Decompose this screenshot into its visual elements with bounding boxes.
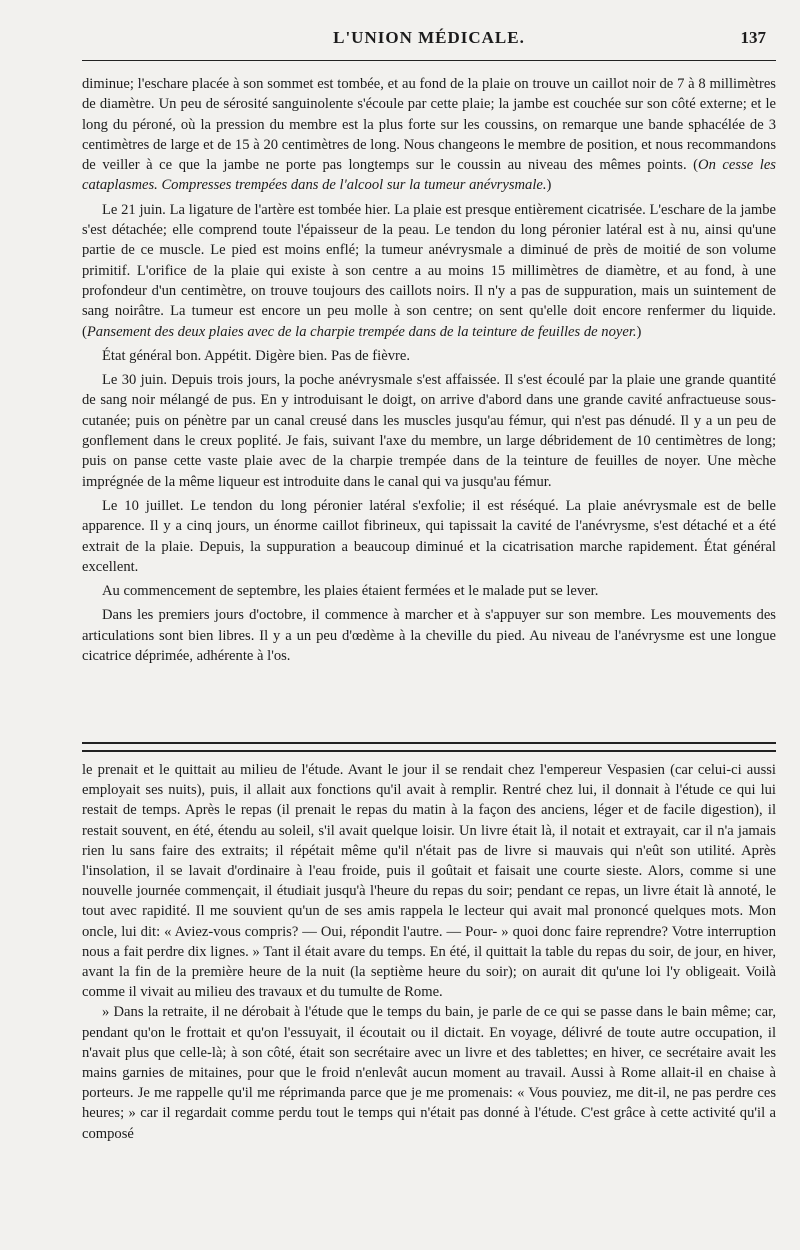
paragraph: » Dans la retraite, il ne dérobait à l'étude que le temps du bain, je parle de ce qui se passe dans le bain même; car, pendant qu'on le frottait et qu'on l'essuyait, il écoutait ou il dictait. En voyage, délivré de toute autre occupation, il n'avait plus que celle-là; à son côté, était son secrétaire avec un livre et des tablettes; en hiver, ce secrétaire avait les mains garnies de mitaines, pour que le froid n'enlevât aucun moment au travail. Aussi à Rome allait-il en chaise à porteurs. Je me rappelle qu'il me réprimanda parce que je me promenais: « Vous pouviez, me dit-il, ne pas perdre ces heures; » car il regardait comme perdu tout le temps qui n'était pas donné à l'étude. C'est grâce à cette activité qu'il a composé [82, 1004, 776, 1142]
paragraph: le prenait et le quittait au milieu de l'étude. Avant le jour il se rendait chez l'empereur Vespasien (car celui-ci aussi employait ses nuits), puis, il allait aux fonctions qu'il avait à remplir. Rentré chez lui, il donnait à l'étude ce qui lui restait de temps. Après le repas (il prenait le repas du matin à la façon des anciens, léger et de facile digestion), il restait souvent, en été, étendu au soleil, s'il avait quelque loisir. Un livre était là, il notait et extrayait, car il n'a jamais rien lu sans faire des extraits; il répétait même qu'il n'était pas de livre si mauvais qui n'eût son utilité. Après l'insolation, il se lavait d'ordinaire à l'eau froide, puis il goûtait et faisait une courte sieste. Alors, comme si une nouvelle journée commençait, il étudiait jusqu'à l'heure du repas du soir; pendant ce repas, un livre était là annoté, le tout avec rapidité. Il me souvient qu'un de ses amis rappela le lecteur qui avait mal prononcé quelques mots. Mon oncle, lui dit: « Aviez-vous compris? — Oui, répondit l'autre. — Pour- » quoi donc faire reprendre? Votre interruption nous a fait perdre dix lignes. » Tant il était avare du temps. En été, il quittait la table du repas du soir, de jour, en hiver, avant la fin de la première heure de la nuit (la septième heure du soir); on aurait dit qu'une loi l'y obligeait. Voilà comme il vivait au milieu des travaux et du tumulte de Rome. [82, 762, 776, 1001]
case-report [82, 74, 776, 670]
header-rule [82, 60, 776, 61]
paragraph: diminue; l'eschare placée à son sommet est tombée, et au fond de la plaie on trouve un caillot noir de 7 à 8 millimètres de diamètre. Un peu de sérosité sanguinolente s'écoule par cette plaie; la jambe est couchée sur son côté externe; et le long du péroné, où la pression du membre est la plus forte sur les coussins, on remarque une bande sphacélée de 3 centimètres de large et de 15 à 20 centimètres de long. Nous changeons le membre de position, et nous recommandons de veiller à ce que la jambe ne porte pas longtemps sur le coussin au niveau des mêmes points. (On cesse les cataplasmes. Compresses trempées dans de l'alcool sur la tumeur anévrysmale.) [82, 76, 776, 194]
paragraph: Le 10 juillet. Le tendon du long péronier latéral s'exfolie; il est réséqué. La plaie anévrysmale est de belle apparence. Il y a cinq jours, un énorme caillot fibrineux, qui tapissait la cavité de l'anévrysme, s'est détaché et a été extrait de la plaie. Depuis, la suppuration a beaucoup diminué et la cicatrisation marche rapidement. État général excellent. [82, 497, 776, 575]
paragraph: Le 30 juin. Depuis trois jours, la poche anévrysmale s'est affaissée. Il s'est écoulé par la plaie une grande quantité de sang noir mélangé de pus. En y introduisant le doigt, on arrive d'abord dans une grande cavité anfractueuse sous-cutanée; puis on pénètre par un canal creusé dans les muscles jusqu'au fémur, qui n'est pas dénudé. Il y a un peu de gonflement dans le creux poplité. Je fais, suivant l'axe du membre, un large débridement de 10 centimètres de long; puis on panse cette vaste plaie avec de la charpie trempée dans de la teinture de feuilles de noyer. Une mèche imprégnée de la même liqueur est introduite dans le canal qui va jusqu'au fémur. [82, 372, 776, 490]
paragraph: Dans les premiers jours d'octobre, il commence à marcher et à s'appuyer sur son membre. Les mouvements des articulations sont bien libres. Il y a un peu d'œdème à la cheville du pied. Au niveau de l'anévrysme est une longue cicatrice déprimée, adhérente à l'os. [82, 607, 776, 665]
page-number: 137 [740, 28, 766, 47]
page-header [82, 28, 776, 58]
feuilleton-section [82, 760, 776, 1144]
section-divider [82, 742, 776, 752]
running-title: L'UNION MÉDICALE. [333, 28, 525, 47]
paragraph: État général bon. Appétit. Digère bien. Pas de fièvre. [102, 347, 410, 364]
paragraph: Au commencement de septembre, les plaies étaient fermées et le malade put se lever. [102, 583, 599, 600]
paragraph: Le 21 juin. La ligature de l'artère est tombée hier. La plaie est presque entièrement cicatrisée. L'eschare de la jambe s'est détachée; elle comprend toute l'épaisseur de la peau. Le tendon du long péronier latéral est à nu, ainsi qu'une partie de ce muscle. Le pied est moins enflé; la tumeur anévrysmale a diminué de près de moitié de son volume primitif. L'orifice de la plaie qui existe à son centre a au moins 15 millimètres de diamètre, et au fond, à une profondeur d'un centimètre, on trouve toujours des caillots noirs. Il n'y a pas de suppuration, mais un suintement de sang noirâtre. La tumeur est encore un peu molle à son centre; on sent qu'elle doit encore renfermer du liquide. (Pansement des deux plaies avec de la charpie trempée dans de la teinture de feuilles de noyer.) [82, 201, 776, 340]
